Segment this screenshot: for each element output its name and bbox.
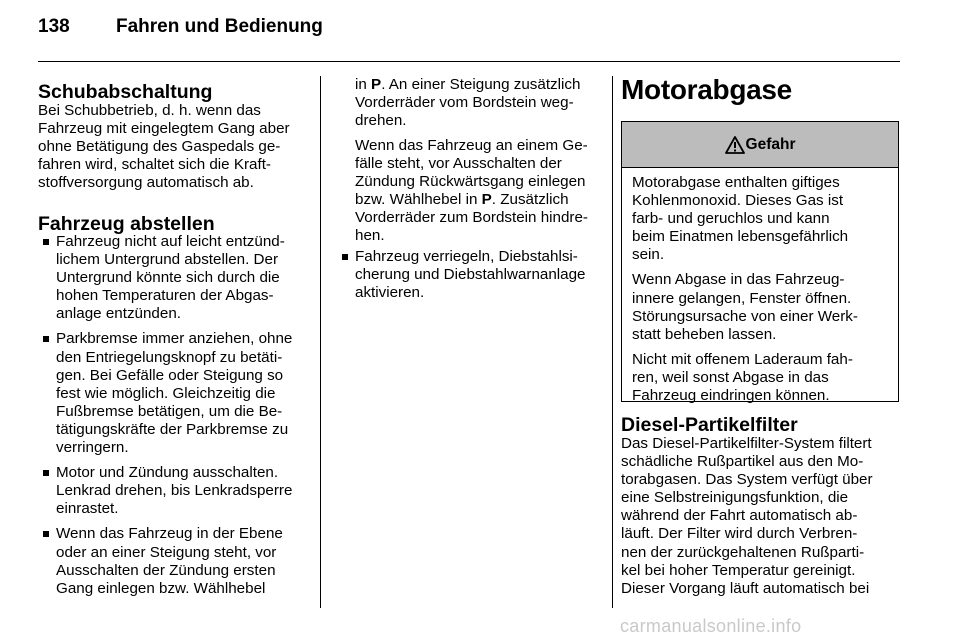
bullet-item <box>38 233 308 323</box>
square-bullet-icon <box>43 470 49 476</box>
text-line: schädliche Rußpartikel aus den Mo- <box>621 453 864 471</box>
text-span: . Zusätzlich <box>491 191 569 209</box>
bullet-list-2 <box>337 248 613 309</box>
text-line: Motorabgase enthalten giftiges <box>632 174 840 191</box>
text-line <box>355 76 631 94</box>
warning-triangle-icon <box>725 136 745 154</box>
watermark: carmanualsonline.info <box>620 616 802 636</box>
text-line: Das Diesel-Partikelfilter-System filtert <box>621 435 872 452</box>
text-line: Vorderräder zum Bordstein hindre- <box>355 209 588 227</box>
text-line: stoffversorgung automatisch ab. <box>38 174 254 192</box>
square-bullet-icon <box>43 239 49 245</box>
bullet-item <box>38 330 308 457</box>
text-line: Wenn Abgase in das Fahrzeug- <box>632 271 845 289</box>
text-line: Ausschalten der Zündung ersten <box>56 561 276 579</box>
text-line: Wenn das Fahrzeug an einem Ge- <box>355 137 588 154</box>
text-line: lichem Untergrund abstellen. Der <box>56 251 279 269</box>
text-line: Bei Schubbetrieb, d. h. wenn das <box>38 102 261 119</box>
heading-fahrzeug-abstellen: Fahrzeug abstellen <box>38 213 215 235</box>
text-line: Fahrzeug verriegeln, Diebstahlsi- <box>355 248 578 265</box>
text-line <box>355 191 631 209</box>
text-span: in <box>355 76 372 93</box>
danger-box-body <box>622 168 898 405</box>
heading-motorabgase: Motorabgase <box>621 74 792 105</box>
danger-paragraph <box>632 351 888 405</box>
danger-box <box>621 121 899 405</box>
text-line: Kohlenmonoxid. Dieses Gas ist <box>632 192 844 210</box>
bullet-list-1 <box>38 233 308 605</box>
text-line: einrastet. <box>56 500 119 518</box>
text-line: gen. Bei Gefälle oder Steigung so <box>56 366 284 384</box>
text-line: cherung und Diebstahlwarnanlage <box>355 266 586 284</box>
text-line: drehen. <box>355 112 407 130</box>
chapter-title: Fahren und Bedienung <box>116 16 323 37</box>
text-line: Gang einlegen bzw. Wählhebel <box>56 579 266 597</box>
danger-box-header <box>622 122 898 168</box>
text-line: Vorderräder vom Bordstein weg- <box>355 94 574 112</box>
text-line: fest wie möglich. Gleichzeitig die <box>56 384 276 402</box>
text-line: torabgasen. Das System verfügt über <box>621 471 873 489</box>
paragraph-diesel-partikelfilter <box>621 435 903 598</box>
text-line: ohne Betätigung des Gaspedals ge- <box>38 138 281 156</box>
text-line: Wenn das Fahrzeug in der Ebene <box>56 525 283 543</box>
text-line: Lenkrad drehen, bis Lenkradsperre <box>56 482 293 500</box>
square-bullet-icon <box>43 336 49 342</box>
text-line: Parkbremse immer anziehen, ohne <box>56 330 293 348</box>
selector-position-p: P <box>481 191 492 209</box>
text-line: Dieser Vorgang läuft automatisch bei <box>621 579 870 597</box>
text-span: . An einer Steigung zusätzlich <box>381 76 581 93</box>
bullet-item <box>337 248 613 302</box>
text-line: eine Selbstreinigungsfunktion, die <box>621 489 849 507</box>
text-line: den Entriegelungsknopf zu betäti- <box>56 348 283 366</box>
bullet-item <box>38 464 308 518</box>
square-bullet-icon <box>342 254 348 260</box>
text-line: Fahrzeug eindringen können. <box>632 387 830 405</box>
text-line: Motor und Zündung ausschalten. <box>56 464 279 482</box>
text-line: Untergrund könnte sich durch die <box>56 269 280 287</box>
text-line: sein. <box>632 246 665 264</box>
page-header <box>38 16 323 38</box>
text-line: während der Fahrt automatisch ab- <box>621 507 858 525</box>
danger-paragraph <box>632 174 888 264</box>
selector-position-p: P <box>371 76 382 93</box>
text-line: Fußbremse betätigen, um die Be- <box>56 402 283 420</box>
square-bullet-icon <box>43 531 49 537</box>
paragraph-gefaelle <box>355 137 631 246</box>
text-line: ren, weil sonst Abgase in das <box>632 368 829 386</box>
text-line: läuft. Der Filter wird durch Verbren- <box>621 525 858 543</box>
text-line: nen der zurückgehaltenen Rußparti- <box>621 543 865 561</box>
text-line: oder an einer Steigung steht, vor <box>56 543 277 561</box>
column-divider-1 <box>320 76 321 608</box>
text-line: Fahrzeug mit eingelegtem Gang aber <box>38 120 290 138</box>
text-line: Störungsursache von einer Werk- <box>632 307 858 325</box>
header-rule <box>38 61 900 62</box>
text-line: Zündung Rückwärtsgang einlegen <box>355 173 586 191</box>
bullet-item <box>38 525 308 597</box>
text-line: Fahrzeug nicht auf leicht entzünd- <box>56 233 285 250</box>
text-line: fälle steht, vor Ausschalten der <box>355 155 562 173</box>
text-line: hohen Temperaturen der Abgas- <box>56 287 274 305</box>
paragraph-schubabschaltung <box>38 102 306 192</box>
heading-schubabschaltung: Schubabschaltung <box>38 81 213 103</box>
text-line: innere gelangen, Fenster öffnen. <box>632 289 852 307</box>
text-line: fahren wird, schaltet sich die Kraft- <box>38 156 271 174</box>
text-line: Nicht mit offenem Laderaum fah- <box>632 350 853 368</box>
heading-diesel-partikelfilter: Diesel-Partikelfilter <box>621 414 798 436</box>
page-number: 138 <box>38 16 70 37</box>
text-line: hen. <box>355 227 385 245</box>
text-line: kel bei hoher Temperatur gereinigt. <box>621 561 856 579</box>
text-line: anlage entzünden. <box>56 305 181 323</box>
danger-label: Gefahr <box>745 135 796 153</box>
danger-paragraph <box>632 271 888 343</box>
text-line: beim Einatmen lebensgefährlich <box>632 228 849 246</box>
text-span: bzw. Wählhebel in <box>355 191 482 209</box>
text-line: tätigungskräfte der Parkbremse zu <box>56 420 289 438</box>
text-line: farb- und geruchlos und kann <box>632 210 830 228</box>
text-line: statt beheben lassen. <box>632 325 777 343</box>
text-line: verringern. <box>56 439 129 457</box>
text-line: aktivieren. <box>355 284 425 302</box>
continued-paragraph <box>355 76 631 130</box>
